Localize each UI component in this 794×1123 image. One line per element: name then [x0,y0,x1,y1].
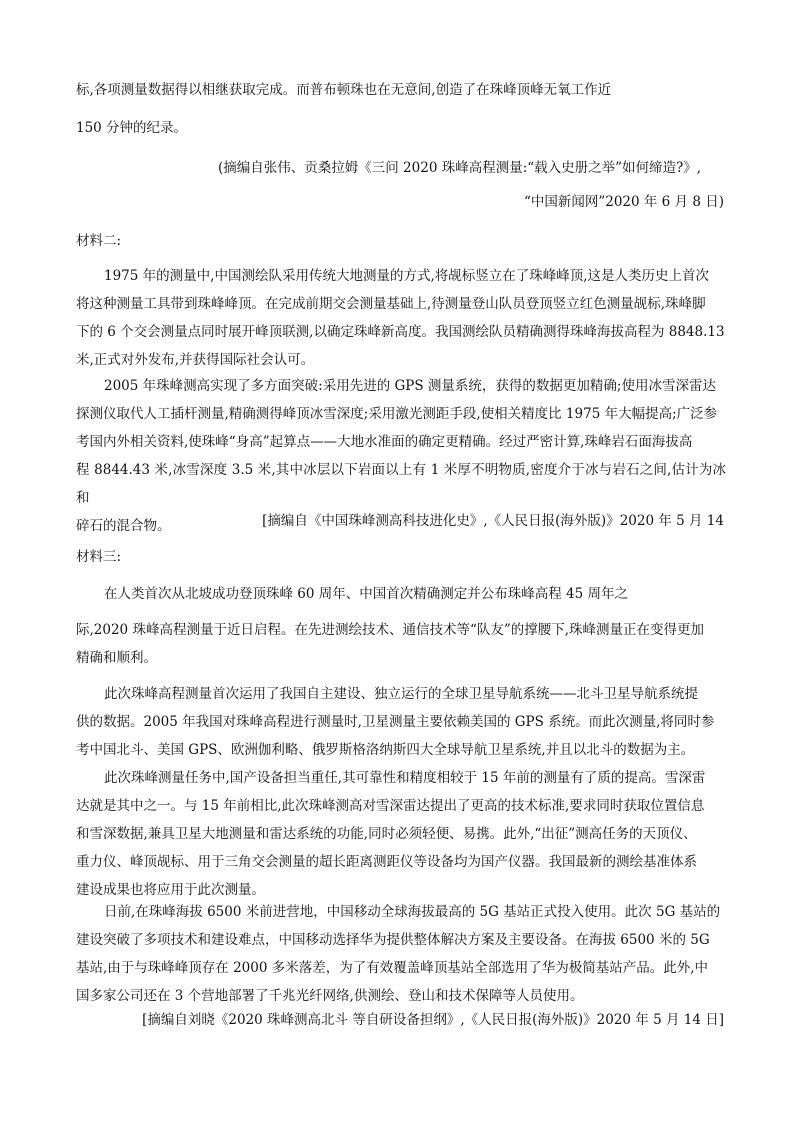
paragraph-line: 供的数据。2005 年我国对珠峰高程进行测量时,卫星测量主要依赖美国的 GPS 系统。而此次测量,将同时参 [76,714,715,730]
material-3-source-citation: [摘编自刘晓《2020 珠峰测高北斗 等自研设备担纲》,《人民日报(海外版)》2020 年 5 月 14 日] [142,1012,724,1028]
continuation-line-1: 标,各项测量数据得以相继获取完成。而普布顿珠也在无意间,创造了在珠峰顶峰无氧工作近 [76,82,612,98]
material-3-paragraph-3 [76,764,726,904]
paragraph-line: 重力仪、峰顶觇标、用于三角交会测量的超长距离测距仪等设备均为国产仪器。我国最新的测绘基准体系 [76,854,697,870]
paragraph-line: 达就是其中之一。与 15 年前相比,此次珠峰测高对雪深雷达提出了更高的技术标准,要求同时获取位置信息 [76,798,705,814]
material-3-paragraph-4 [76,898,726,1010]
paragraph-line: 程 8844.43 米,冰雪深度 3.5 米,其中冰层以下岩面以上有 1 米厚不明物质,密度介于冰与岩石之间,估计为冰和 [76,462,726,506]
material-3-heading: 材料三: [76,549,122,565]
paragraph-line: 日前,在珠峰海拔 6500 米前进营地，中国移动全球海拔最高的 5G 基站正式投入使用。此次 5G 基站的 [104,904,721,920]
paragraph-line: 基站,由于与珠峰峰顶存在 2000 多米落差，为了有效覆盖峰顶基站全部选用了华为极简基站产品。此外,中 [76,960,709,976]
paragraph-line: 将这种测量工具带到珠峰峰顶。在完成前期交会测量基础上,待测量登山队员登顶竖立红色测量觇标,珠峰脚 [76,296,706,312]
material-2-heading: 材料二: [76,233,122,249]
paragraph-line: 考中国北斗、美国 GPS、欧洲伽利略、俄罗斯格洛纳斯四大全球导航卫星系统,并且以北斗的数据为主。 [76,742,695,758]
paragraph-line: 建设成果也将应用于此次测量。 [76,882,265,898]
paragraph-line: 此次珠峰测量任务中,国产设备担当重任,其可靠性和精度相较于 15 年前的测量有了质的提高。雪深雷 [104,770,706,786]
material-3-paragraph-2 [76,680,726,764]
source-citation-1-line-1: (摘编自张伟、贡桑拉姆《三问 2020 珠峰高程测量:“载入史册之举”如何缔造?》, [218,160,702,176]
paragraph-line: 1975 年的测量中,中国测绘队采用传统大地测量的方式,将觇标竖立在了珠峰峰顶,这是人类历史上首次 [104,268,710,284]
paragraph-line: 此次珠峰高程测量首次运用了我国自主建设、独立运行的全球卫星导航系统——北斗卫星导航系统提 [104,686,698,702]
paragraph-line: 下的 6 个交会测量点同时展开峰顶联测,以确定珠峰新高度。我国测绘队员精确测得珠峰海拔高程为 8848.13 [76,324,725,340]
paragraph-line: 际,2020 珠峰高程测量于近日启程。在先进测绘技术、通信技术等“队友”的撑腰下,珠峰测量正在变得更加 [76,622,705,638]
paragraph-line: 米,正式对外发布,并获得国际社会认可。 [76,352,315,368]
source-citation-1-line-2: “中国新闻网”2020 年 6 月 8 日) [523,194,724,210]
material-3-paragraph-1-line-1: 在人类首次从北坡成功登顶珠峰 60 周年、中国首次精确测定并公布珠峰高程 45 周年之 [104,586,629,602]
material-3-paragraph-1 [76,616,726,672]
material-2-paragraph-1 [76,262,726,374]
paragraph-line: 考国内外相关资料,使珠峰“身高”起算点——大地水准面的确定更精确。经过严密计算,珠峰岩石面海拔高 [76,434,693,450]
continuation-line-2: 150 分钟的纪录。 [76,120,188,136]
paragraph-line: 国多家公司还在 3 个营地部署了千兆光纤网络,供测绘、登山和技术保障等人员使用。 [76,988,584,1004]
paragraph-line: 精确和顺利。 [76,650,157,666]
paragraph-line: 和雪深数据,兼具卫星大地测量和雷达系统的功能,同时必须轻便、易携。此外,“出征”测高任务的天顶仪、 [76,826,697,842]
paragraph-line: 碎石的混合物。 [76,518,171,534]
paragraph-line: 2005 年珠峰测高实现了多方面突破:采用先进的 GPS 测量系统，获得的数据更加精确;使用冰雪深雷达 [104,378,716,394]
paragraph-line: 建设突破了多项技术和建设难点，中国移动选择华为提供整体解决方案及主要设备。在海拔 6500 米的 5G [76,932,710,948]
paragraph-line: 探测仪取代人工插杆测量,精确测得峰顶冰雪深度;采用激光测距手段,使相关精度比 1975 年大幅提高;广泛参 [76,406,718,422]
material-2-source-citation: [摘编自《中国珠峰测高科技进化史》,《人民日报(海外版)》2020 年 5 月 14 [262,513,724,529]
